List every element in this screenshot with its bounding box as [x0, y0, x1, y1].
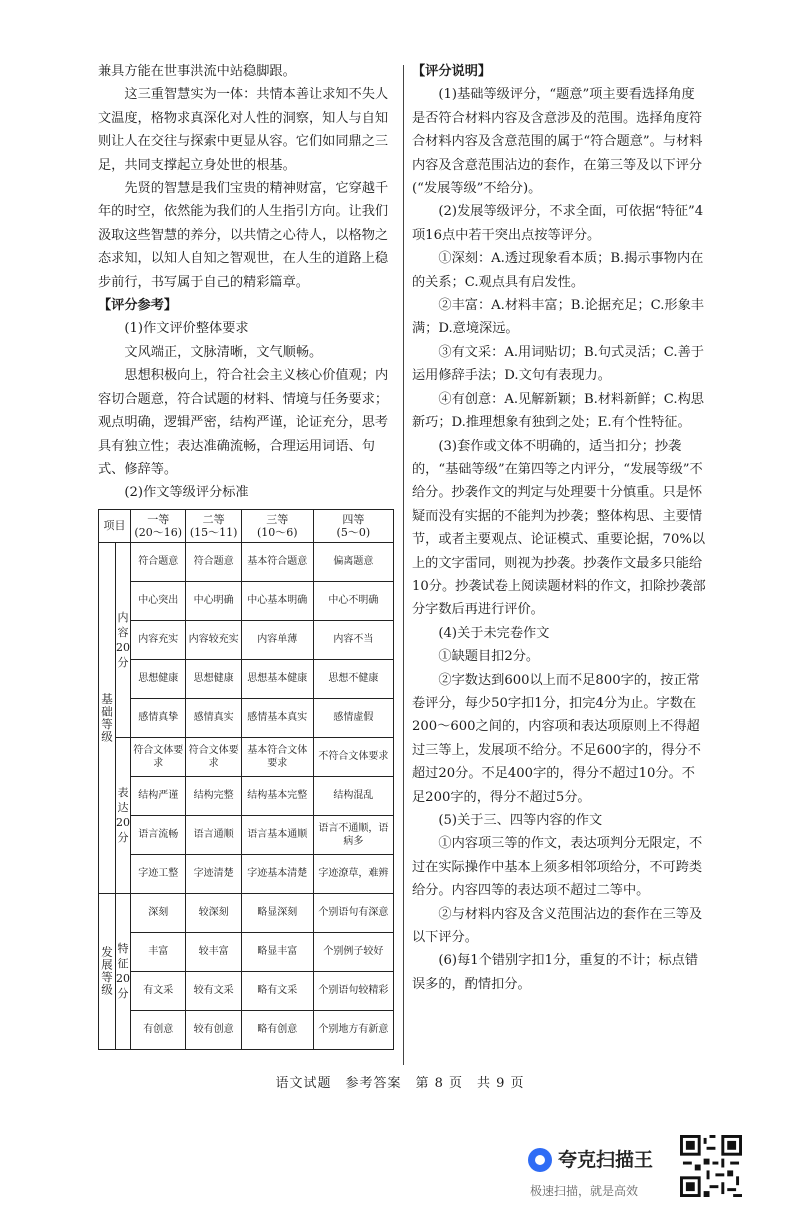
table-row [99, 737, 394, 776]
requirement-text: 思想积极向上，符合社会主义核心价值观；内容切合题意，符合试题的材料、情境与任务要求；观点明确，逻辑严密，结构严谨，论证充分，思考具有独立性；表达准确流畅，合理运用词语、句式、修辞等。 [98, 368, 389, 477]
note-item: ②字数达到600以上而不足800字的，按正常卷评分，每少50字扣1分，扣完4分为止。字数在200～600之间的，内容项和表达项原则上不得超过三等上，发展项不给分。不足600字的，得分不超过20分。不足400字的，得分不超过10分。不足200字的，得分不超过5分。 [412, 672, 701, 805]
essay-paragraph: 这三重智慧实为一体：共情本善让求知不失人文温度，格物求真深化对人性的洞察，知人与自知则让人在交往与探索中更显从容。它们如同鼎之三足，共同支撑起立身处世的根基。 [98, 87, 389, 173]
table-cell: 符合题意 [186, 542, 241, 581]
table-row [99, 581, 394, 620]
table-cell: 略显丰富 [241, 932, 313, 971]
content-label: 内容20分 [116, 542, 131, 737]
table-row [99, 932, 394, 971]
note-paragraph: (2)发展等级评分，不求全面，可依据“特征”4项16点中若干突出点按等评分。 [412, 204, 704, 243]
table-cell: 语言不通顺，语病多 [313, 815, 393, 854]
table-cell: 个别例子较好 [313, 932, 393, 971]
note-item: ②丰富：A.材料丰富；B.论据充足；C.形象丰满；D.意境深远。 [412, 298, 704, 337]
note-paragraph: (5)关于三、四等内容的作文 [438, 813, 603, 828]
table-row [99, 1010, 394, 1049]
essay-paragraph: 先贤的智慧是我们宝贵的精神财富，它穿越千年的时空，依然能为我们的人生指引方向。让我们汲取这些智慧的养分，以共情之心待人，以格物之态求知，以知人自知之智观世，在人生的道路上稳步前行，书写属于自己的精彩篇章。 [98, 181, 389, 290]
table-cell: 中心明确 [186, 581, 241, 620]
expression-label: 表达20分 [116, 737, 131, 893]
note-item: ①内容项三等的作文，表达项判分无限定，不过在实际操作中基本上须多相邻项给分，不可跨类给分。内容四等的表达项不超过二等中。 [412, 836, 703, 899]
table-cell: 略有文采 [241, 971, 313, 1010]
table-cell: 感情虚假 [313, 698, 393, 737]
table-row [99, 893, 394, 932]
scoring-reference-heading: 【评分参考】 [98, 298, 178, 314]
basic-level-label: 基础等级 [99, 542, 116, 893]
table-cell: 内容较充实 [186, 620, 241, 659]
table-cell: 个别地方有新意 [313, 1010, 393, 1049]
grading-standard-title: (2)作文等级评分标准 [124, 485, 249, 501]
qr-code-icon [680, 1135, 742, 1197]
table-cell: 较深刻 [186, 893, 241, 932]
table-cell: 思想健康 [131, 659, 186, 698]
features-label: 特征20分 [116, 893, 131, 1049]
left-column [98, 60, 394, 1050]
table-cell: 字迹清楚 [186, 854, 241, 893]
table-cell: 内容充实 [131, 620, 186, 659]
table-cell: 字迹潦草，难辨 [313, 854, 393, 893]
note-paragraph: (6)每1个错别字扣1分，重复的不计；标点错误多的，酌情扣分。 [412, 953, 699, 992]
header-grade-4: 四等 (5～0) [313, 509, 393, 542]
header-grade-2: 二等 (15～11) [186, 509, 241, 542]
watermark-slogan: 极速扫描，就是高效 [530, 1184, 639, 1198]
note-item: ③有文采：A.用词贴切；B.句式灵活；C.善于运用修辞手法；D.文句有表现力。 [412, 344, 704, 384]
table-cell: 内容不当 [313, 620, 393, 659]
table-row [99, 659, 394, 698]
table-cell: 符合文体要求 [186, 737, 241, 776]
table-cell: 不符合文体要求 [313, 737, 393, 776]
table-cell: 深刻 [131, 893, 186, 932]
header-grade-1: 一等 (20～16) [131, 509, 186, 542]
table-cell: 感情基本真实 [241, 698, 313, 737]
note-item: ①缺题目扣2分。 [438, 649, 540, 665]
table-cell: 中心突出 [131, 581, 186, 620]
table-row [99, 854, 394, 893]
essay-closing-line: 兼具方能在世事洪流中站稳脚跟。 [98, 64, 296, 79]
note-item: ④有创意：A.见解新颖；B.材料新鲜；C.构思新巧；D.推理想象有独到之处；E.有个性特征。 [412, 391, 704, 431]
table-cell: 字迹工整 [131, 854, 186, 893]
table-cell: 符合文体要求 [131, 737, 186, 776]
table-cell: 感情真挚 [131, 698, 186, 737]
table-row [99, 776, 394, 815]
table-cell: 内容单薄 [241, 620, 313, 659]
table-cell: 结构混乱 [313, 776, 393, 815]
table-cell: 结构基本完整 [241, 776, 313, 815]
requirement-text: 文风端正，文脉清晰，文气顺畅。 [124, 344, 323, 360]
table-row [99, 620, 394, 659]
table-cell: 语言通顺 [186, 815, 241, 854]
scanner-watermark [528, 1142, 678, 1202]
scoring-notes-heading: 【评分说明】 [412, 64, 492, 79]
table-cell: 思想健康 [186, 659, 241, 698]
table-cell: 丰富 [131, 932, 186, 971]
note-paragraph: (4)关于未完卷作文 [438, 625, 550, 641]
table-cell: 有创意 [131, 1010, 186, 1049]
table-cell: 较丰富 [186, 932, 241, 971]
table-cell: 有文采 [131, 971, 186, 1010]
table-cell: 符合题意 [131, 542, 186, 581]
table-cell: 思想基本健康 [241, 659, 313, 698]
table-cell: 结构完整 [186, 776, 241, 815]
table-cell: 较有创意 [186, 1010, 241, 1049]
table-cell: 语言基本通顺 [241, 815, 313, 854]
development-level-label: 发展等级 [99, 893, 116, 1049]
note-item: ①深刻：A.透过现象看本质；B.揭示事物内在的关系；C.观点具有启发性。 [412, 251, 704, 290]
note-paragraph: (3)套作或文体不明确的，适当扣分；抄袭的，“基础等级”在第四等之内评分，“发展等级”不给分。抄袭作文的判定与处理要十分慎重。只是怀疑而没有实据的不能判为抄袭；整体构思、主要情节，或者主要观点、论证模式、重要论据，70%以上的文字雷同，则视为抄袭。抄袭作文最多只能给10分。抄袭试卷上阅读题材料的作文，扣除抄袭部分字数后再进行评价。 [412, 438, 706, 618]
right-column [412, 60, 706, 996]
table-row [99, 815, 394, 854]
table-cell: 字迹基本清楚 [241, 854, 313, 893]
table-row [99, 698, 394, 737]
table-cell: 个别语句较精彩 [313, 971, 393, 1010]
table-cell: 结构严谨 [131, 776, 186, 815]
requirement-title: (1)作文评价整体要求 [124, 321, 249, 337]
table-cell: 感情真实 [186, 698, 241, 737]
table-cell: 略显深刻 [241, 893, 313, 932]
table-row [99, 542, 394, 581]
note-paragraph: (1)基础等级评分，“题意”项主要看选择角度是否符合材料内容及含意涉及的范围。选择角度符合材料内容及含意范围的属于“符合题意”。与材料内容及含意范围沾边的套作，在第三等及以下评分(“发展等级”不给分)。 [412, 87, 703, 197]
table-cell: 中心基本明确 [241, 581, 313, 620]
watermark-name: 夸克扫描王 [558, 1149, 654, 1171]
header-grade-3: 三等 (10～6) [241, 509, 313, 542]
table-cell: 较有文采 [186, 971, 241, 1010]
column-divider [403, 65, 404, 1065]
table-row [99, 971, 394, 1010]
table-cell: 基本符合文体要求 [241, 737, 313, 776]
quark-logo-icon [528, 1148, 552, 1172]
table-cell: 基本符合题意 [241, 542, 313, 581]
table-cell: 思想不健康 [313, 659, 393, 698]
table-cell: 中心不明确 [313, 581, 393, 620]
note-item: ②与材料内容及含义范围沾边的套作在三等及以下评分。 [412, 906, 703, 946]
table-cell: 个别语句有深意 [313, 893, 393, 932]
header-item: 项目 [99, 509, 131, 542]
table-cell: 偏离题意 [313, 542, 393, 581]
table-cell: 略有创意 [241, 1010, 313, 1049]
page-footer: 语文试题 参考答案 第 8 页 共 9 页 [275, 1076, 525, 1091]
grading-table [98, 509, 394, 1050]
table-cell: 语言流畅 [131, 815, 186, 854]
table-header-row [99, 509, 394, 542]
